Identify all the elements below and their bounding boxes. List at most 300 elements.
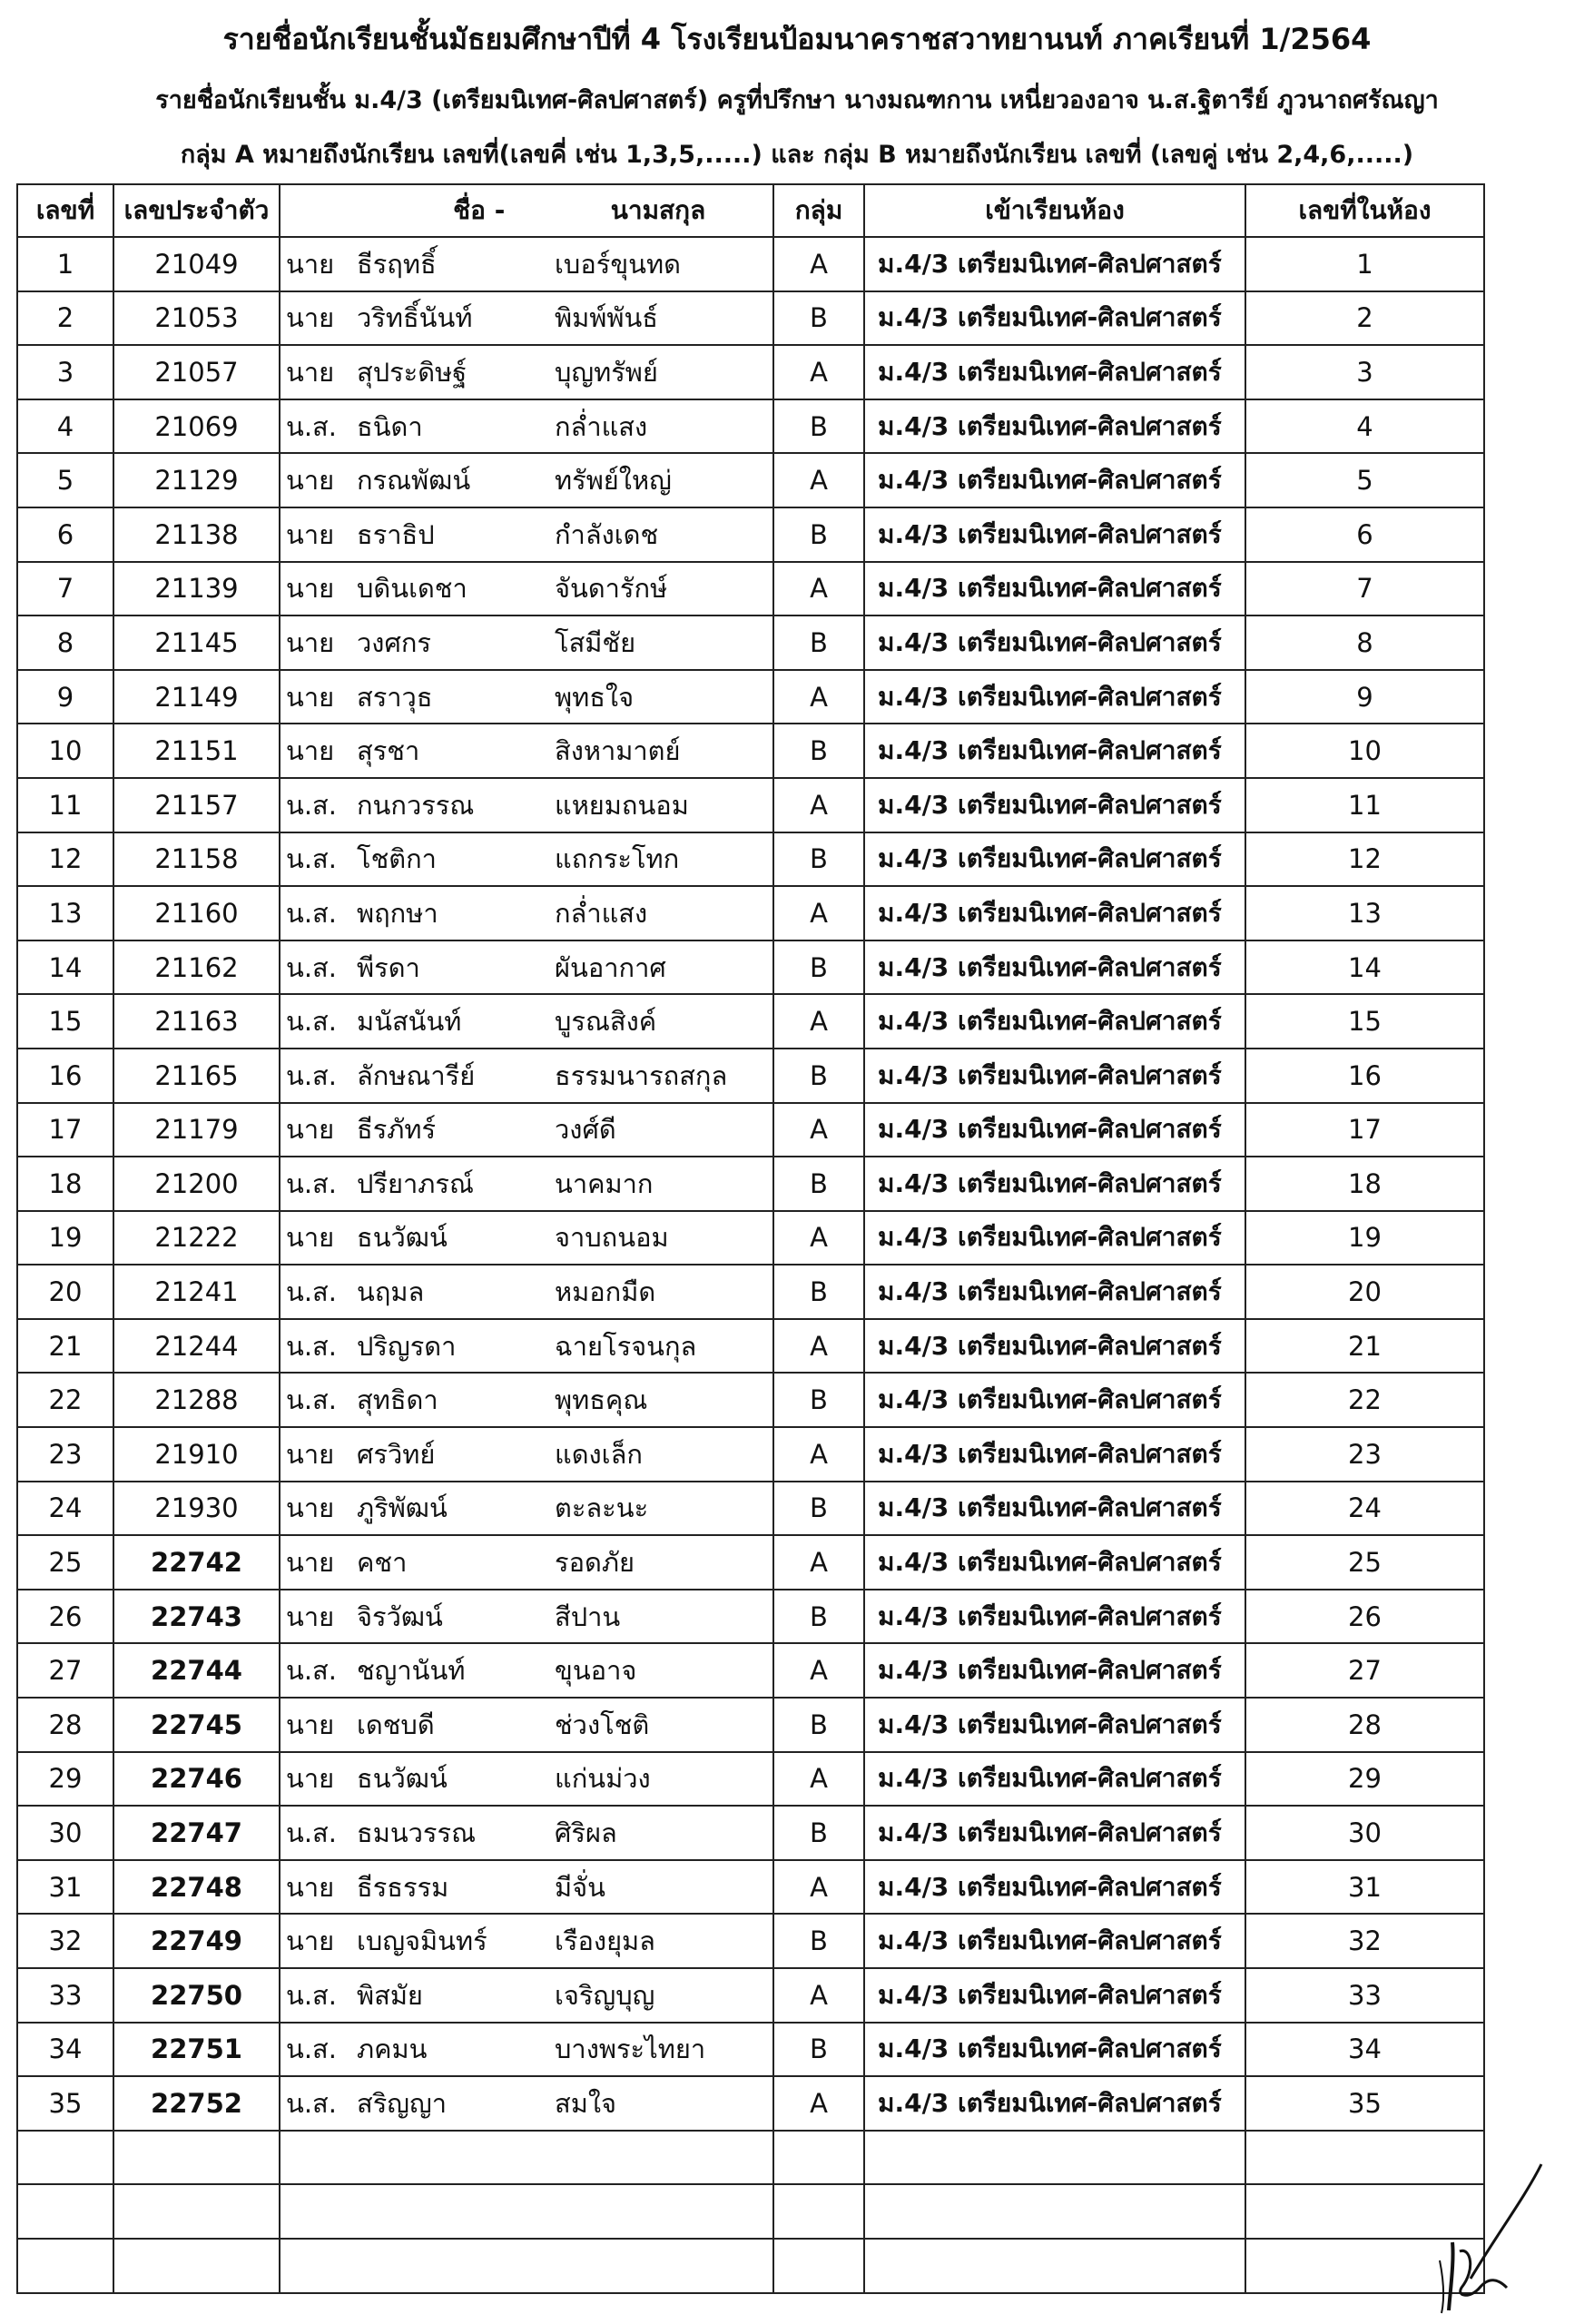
table-row (17, 1319, 1484, 1374)
row-number: 17 (17, 1103, 113, 1157)
last-name: บุญทรัพย์ (555, 356, 658, 388)
group-cell: B (773, 724, 864, 778)
room-number-cell: 30 (1245, 1806, 1484, 1860)
row-number: 8 (17, 615, 113, 670)
document-title: รายชื่อนักเรียนชั้นมัธยมศึกษาปีที่ 4 โรงเรียนป้อมนาคราชสวาทยานนท์ ภาคเรียนที่ 1/2564 (222, 22, 1372, 56)
first-name: เบญจมินทร์ (357, 1925, 487, 1957)
first-name: คชา (357, 1547, 408, 1579)
room-number-cell: 9 (1245, 670, 1484, 724)
last-name: กำลังเดช (555, 518, 659, 550)
first-name: สุทธิดา (357, 1384, 438, 1416)
room-cell: ม.4/3 เตรียมนิเทศ-ศิลปศาสตร์ (864, 1211, 1245, 1265)
name-prefix: นาย (286, 248, 335, 280)
header-room: เข้าเรียนห้อง (864, 184, 1245, 237)
group-cell: A (773, 994, 864, 1049)
row-number: 6 (17, 507, 113, 562)
empty-cell (773, 2131, 864, 2185)
name-prefix: นาย (286, 681, 335, 713)
room-number-cell: 24 (1245, 1482, 1484, 1536)
roster-body (17, 237, 1484, 2293)
group-cell: A (773, 562, 864, 616)
name-prefix: นาย (286, 356, 335, 388)
name-prefix: น.ส. (286, 1979, 337, 2011)
student-id: 22744 (113, 1643, 280, 1698)
first-name: กนกวรรณ (357, 789, 475, 821)
first-name: ธนิดา (357, 410, 423, 442)
first-name: ธีรฤทธิ์ (357, 248, 437, 280)
room-number-cell: 18 (1245, 1157, 1484, 1211)
first-name: ธมนวรรณ (357, 1817, 476, 1849)
room-cell: ม.4/3 เตรียมนิเทศ-ศิลปศาสตร์ (864, 1806, 1245, 1860)
last-name: รอดภัย (555, 1547, 635, 1579)
table-row (17, 1914, 1484, 1968)
row-number: 32 (17, 1914, 113, 1968)
empty-cell (864, 2184, 1245, 2239)
room-number-cell: 11 (1245, 778, 1484, 832)
first-name: สริญญา (357, 2087, 447, 2119)
row-number: 35 (17, 2076, 113, 2131)
last-name: แก่นม่วง (555, 1763, 651, 1795)
room-number-cell: 22 (1245, 1373, 1484, 1427)
student-id: 21138 (113, 507, 280, 562)
student-id: 21160 (113, 886, 280, 940)
name-prefix: นาย (286, 735, 335, 767)
name-prefix: น.ส. (286, 2087, 337, 2119)
row-number: 27 (17, 1643, 113, 1698)
name-prefix: นาย (286, 518, 335, 550)
student-id: 21149 (113, 670, 280, 724)
first-name: สราวุธ (357, 681, 433, 713)
room-cell: ม.4/3 เตรียมนิเทศ-ศิลปศาสตร์ (864, 1698, 1245, 1752)
table-row (17, 1752, 1484, 1807)
student-name (280, 994, 773, 1049)
header-number: เลขที่ (17, 184, 113, 237)
table-row (17, 1373, 1484, 1427)
last-name: วงศ์ดี (555, 1114, 616, 1146)
header-group: กลุ่ม (773, 184, 864, 237)
room-cell: ม.4/3 เตรียมนิเทศ-ศิลปศาสตร์ (864, 399, 1245, 454)
last-name: จาบถนอม (555, 1222, 669, 1254)
student-id: 21139 (113, 562, 280, 616)
empty-cell (17, 2131, 113, 2185)
student-name (280, 345, 773, 399)
name-prefix: นาย (286, 1222, 335, 1254)
student-id: 21151 (113, 724, 280, 778)
room-number-cell: 31 (1245, 1860, 1484, 1915)
room-cell: ม.4/3 เตรียมนิเทศ-ศิลปศาสตร์ (864, 291, 1245, 346)
name-prefix: นาย (286, 1438, 335, 1470)
group-cell: A (773, 1968, 864, 2023)
first-name: สุรชา (357, 735, 420, 767)
group-cell: B (773, 615, 864, 670)
room-cell: ม.4/3 เตรียมนิเทศ-ศิลปศาสตร์ (864, 1049, 1245, 1103)
student-id: 22748 (113, 1860, 280, 1915)
header-last-name: นามสกุล (610, 195, 706, 225)
name-prefix: น.ส. (286, 1167, 337, 1199)
room-cell: ม.4/3 เตรียมนิเทศ-ศิลปศาสตร์ (864, 2076, 1245, 2131)
table-row (17, 1968, 1484, 2023)
last-name: พุทธใจ (555, 681, 635, 713)
room-number-cell: 20 (1245, 1265, 1484, 1319)
empty-cell (113, 2239, 280, 2293)
room-cell: ม.4/3 เตรียมนิเทศ-ศิลปศาสตร์ (864, 562, 1245, 616)
room-number-cell: 13 (1245, 886, 1484, 940)
student-name (280, 778, 773, 832)
student-id: 21930 (113, 1482, 280, 1536)
first-name: โชติกา (357, 843, 437, 875)
empty-cell (280, 2131, 773, 2185)
first-name: พิสมัย (357, 1979, 423, 2011)
last-name: กล่ำแสง (555, 410, 648, 442)
room-number-cell: 4 (1245, 399, 1484, 454)
student-id: 21157 (113, 778, 280, 832)
name-prefix: นาย (286, 1600, 335, 1632)
table-row (17, 1211, 1484, 1265)
name-prefix: น.ส. (286, 1006, 337, 1038)
group-cell: A (773, 237, 864, 291)
student-id: 21069 (113, 399, 280, 454)
room-cell: ม.4/3 เตรียมนิเทศ-ศิลปศาสตร์ (864, 670, 1245, 724)
table-row (17, 994, 1484, 1049)
first-name: กรณพัฒน์ (357, 465, 471, 497)
last-name: บูรณสิงค์ (555, 1006, 657, 1038)
room-cell: ม.4/3 เตรียมนิเทศ-ศิลปศาสตร์ (864, 345, 1245, 399)
group-cell: A (773, 453, 864, 507)
group-cell: A (773, 345, 864, 399)
last-name: กล่ำแสง (555, 897, 648, 929)
student-name (280, 1373, 773, 1427)
student-name (280, 1914, 773, 1968)
room-number-cell: 8 (1245, 615, 1484, 670)
room-cell: ม.4/3 เตรียมนิเทศ-ศิลปศาสตร์ (864, 1752, 1245, 1807)
name-prefix: น.ส. (286, 1384, 337, 1416)
name-prefix: นาย (286, 1763, 335, 1795)
student-name (280, 1482, 773, 1536)
name-prefix: น.ส. (286, 789, 337, 821)
student-id: 22745 (113, 1698, 280, 1752)
room-cell: ม.4/3 เตรียมนิเทศ-ศิลปศาสตร์ (864, 1103, 1245, 1157)
table-row (17, 291, 1484, 346)
name-prefix: น.ส. (286, 1330, 337, 1362)
row-number: 28 (17, 1698, 113, 1752)
room-cell: ม.4/3 เตรียมนิเทศ-ศิลปศาสตร์ (864, 453, 1245, 507)
room-number-cell: 27 (1245, 1643, 1484, 1698)
empty-cell (864, 2131, 1245, 2185)
table-row (17, 1698, 1484, 1752)
group-cell: B (773, 1373, 864, 1427)
student-name (280, 399, 773, 454)
row-number: 12 (17, 832, 113, 887)
room-cell: ม.4/3 เตรียมนิเทศ-ศิลปศาสตร์ (864, 1968, 1245, 2023)
room-cell: ม.4/3 เตรียมนิเทศ-ศิลปศาสตร์ (864, 615, 1245, 670)
student-id: 22750 (113, 1968, 280, 2023)
group-cell: B (773, 399, 864, 454)
student-name (280, 1590, 773, 1644)
name-prefix: นาย (286, 1492, 335, 1524)
first-name: วริทธิ์นันท์ (357, 302, 473, 334)
table-row (17, 1535, 1484, 1590)
student-name (280, 1806, 773, 1860)
name-prefix: นาย (286, 302, 335, 334)
last-name: ทรัพย์ใหญ่ (555, 465, 672, 497)
name-prefix: นาย (286, 1871, 335, 1903)
room-cell: ม.4/3 เตรียมนิเทศ-ศิลปศาสตร์ (864, 1157, 1245, 1211)
last-name: ตะละนะ (555, 1492, 649, 1524)
group-cell: A (773, 1860, 864, 1915)
class-advisor-line: รายชื่อนักเรียนชั้น ม.4/3 (เตรียมนิเทศ-ศิลปศาสตร์) ครูที่ปรึกษา นางมณฑกาน เหนี่ยวองอาจ น.ส.ฐิตารีย์ ภูวนาถศรัณญา (155, 86, 1439, 114)
last-name: เรืองยุมล (555, 1925, 655, 1957)
room-number-cell: 7 (1245, 562, 1484, 616)
table-row (17, 1049, 1484, 1103)
group-cell: B (773, 1590, 864, 1644)
name-prefix: นาย (286, 1925, 335, 1957)
last-name: ผันอากาศ (555, 951, 666, 983)
row-number: 13 (17, 886, 113, 940)
group-cell: B (773, 940, 864, 995)
first-name: พีรดา (357, 951, 420, 983)
last-name: แถกระโทก (555, 843, 680, 875)
first-name: ภคมน (357, 2034, 428, 2065)
row-number: 4 (17, 399, 113, 454)
table-row (17, 1157, 1484, 1211)
group-cell: B (773, 291, 864, 346)
student-name (280, 615, 773, 670)
row-number: 1 (17, 237, 113, 291)
last-name: บางพระไทยา (555, 2034, 706, 2065)
group-cell: A (773, 1427, 864, 1482)
last-name: แหยมถนอม (555, 789, 689, 821)
room-number-cell: 3 (1245, 345, 1484, 399)
group-cell: A (773, 1643, 864, 1698)
row-number: 15 (17, 994, 113, 1049)
group-cell: A (773, 670, 864, 724)
table-row (17, 778, 1484, 832)
student-name (280, 237, 773, 291)
student-name (280, 1752, 773, 1807)
last-name: ธรรมนารถสกุล (555, 1059, 728, 1091)
student-name (280, 1319, 773, 1374)
group-cell: B (773, 1806, 864, 1860)
row-number: 2 (17, 291, 113, 346)
empty-cell (113, 2131, 280, 2185)
table-row (17, 453, 1484, 507)
room-cell: ม.4/3 เตรียมนิเทศ-ศิลปศาสตร์ (864, 1482, 1245, 1536)
student-name (280, 1211, 773, 1265)
room-cell: ม.4/3 เตรียมนิเทศ-ศิลปศาสตร์ (864, 1860, 1245, 1915)
first-name: ปรียาภรณ์ (357, 1167, 474, 1199)
room-cell: ม.4/3 เตรียมนิเทศ-ศิลปศาสตร์ (864, 778, 1245, 832)
student-id: 22743 (113, 1590, 280, 1644)
empty-cell (17, 2239, 113, 2293)
student-name (280, 886, 773, 940)
room-number-cell: 32 (1245, 1914, 1484, 1968)
room-number-cell: 29 (1245, 1752, 1484, 1807)
group-cell: A (773, 1211, 864, 1265)
room-number-cell: 15 (1245, 994, 1484, 1049)
room-cell: ม.4/3 เตรียมนิเทศ-ศิลปศาสตร์ (864, 1535, 1245, 1590)
table-row (17, 2076, 1484, 2131)
room-cell: ม.4/3 เตรียมนิเทศ-ศิลปศาสตร์ (864, 1265, 1245, 1319)
empty-cell (773, 2239, 864, 2293)
row-number: 9 (17, 670, 113, 724)
first-name: ธีรธรรม (357, 1871, 449, 1903)
first-name: วงศกร (357, 626, 431, 658)
last-name: จันดารักษ์ (555, 573, 668, 605)
student-id: 21162 (113, 940, 280, 995)
name-prefix: นาย (286, 1114, 335, 1146)
group-cell: A (773, 2076, 864, 2131)
last-name: เจริญบุญ (555, 1979, 655, 2011)
room-number-cell: 34 (1245, 2023, 1484, 2077)
table-row (17, 1482, 1484, 1536)
student-name (280, 1698, 773, 1752)
student-id: 21244 (113, 1319, 280, 1374)
table-row (17, 237, 1484, 291)
group-cell: B (773, 1482, 864, 1536)
student-id: 21145 (113, 615, 280, 670)
empty-cell (17, 2184, 113, 2239)
student-name (280, 1157, 773, 1211)
first-name: ภูริพัฒน์ (357, 1492, 448, 1524)
student-id: 21163 (113, 994, 280, 1049)
header-first-name: ชื่อ - (453, 195, 506, 225)
last-name: สิงหามาตย์ (555, 735, 681, 767)
empty-table-row (17, 2131, 1484, 2185)
room-cell: ม.4/3 เตรียมนิเทศ-ศิลปศาสตร์ (864, 507, 1245, 562)
student-name (280, 453, 773, 507)
table-row (17, 615, 1484, 670)
first-name: ศรวิทย์ (357, 1438, 436, 1470)
table-row (17, 724, 1484, 778)
student-name (280, 1968, 773, 2023)
group-cell: A (773, 778, 864, 832)
table-row (17, 1806, 1484, 1860)
student-id: 21053 (113, 291, 280, 346)
row-number: 23 (17, 1427, 113, 1482)
room-number-cell: 35 (1245, 2076, 1484, 2131)
empty-cell (864, 2239, 1245, 2293)
table-row (17, 940, 1484, 995)
table-row (17, 1265, 1484, 1319)
group-cell: A (773, 886, 864, 940)
room-cell: ม.4/3 เตรียมนิเทศ-ศิลปศาสตร์ (864, 1590, 1245, 1644)
table-row (17, 1103, 1484, 1157)
last-name: พุทธคุณ (555, 1384, 648, 1416)
group-cell: B (773, 1698, 864, 1752)
room-number-cell: 19 (1245, 1211, 1484, 1265)
last-name: ศิริผล (555, 1817, 617, 1849)
student-name (280, 940, 773, 995)
name-prefix: น.ส. (286, 1817, 337, 1849)
table-row (17, 1643, 1484, 1698)
student-roster-table (16, 183, 1485, 2294)
row-number: 26 (17, 1590, 113, 1644)
room-number-cell: 21 (1245, 1319, 1484, 1374)
last-name: ช่วงโชติ (555, 1709, 650, 1740)
student-id: 22747 (113, 1806, 280, 1860)
first-name: ปริญรดา (357, 1330, 457, 1362)
empty-cell (773, 2184, 864, 2239)
name-prefix: นาย (286, 1709, 335, 1740)
row-number: 29 (17, 1752, 113, 1807)
group-cell: B (773, 2023, 864, 2077)
header-student-id: เลขประจำตัว (113, 184, 280, 237)
room-number-cell: 12 (1245, 832, 1484, 887)
student-id: 22742 (113, 1535, 280, 1590)
header-full-name (280, 184, 773, 237)
room-cell: ม.4/3 เตรียมนิเทศ-ศิลปศาสตร์ (864, 724, 1245, 778)
student-id: 21200 (113, 1157, 280, 1211)
name-prefix: น.ส. (286, 951, 337, 983)
handwritten-signature-icon (1434, 2161, 1552, 2315)
group-cell: A (773, 1535, 864, 1590)
student-id: 21057 (113, 345, 280, 399)
last-name: นาคมาก (555, 1167, 654, 1199)
student-name (280, 670, 773, 724)
group-cell: A (773, 1752, 864, 1807)
name-prefix: นาย (286, 465, 335, 497)
first-name: ธนวัฒน์ (357, 1763, 448, 1795)
room-cell: ม.4/3 เตรียมนิเทศ-ศิลปศาสตร์ (864, 1914, 1245, 1968)
first-name: พฤกษา (357, 897, 438, 929)
row-number: 11 (17, 778, 113, 832)
table-row (17, 507, 1484, 562)
room-cell: ม.4/3 เตรียมนิเทศ-ศิลปศาสตร์ (864, 994, 1245, 1049)
table-row (17, 2023, 1484, 2077)
group-cell: B (773, 832, 864, 887)
row-number: 34 (17, 2023, 113, 2077)
name-prefix: นาย (286, 1547, 335, 1579)
room-cell: ม.4/3 เตรียมนิเทศ-ศิลปศาสตร์ (864, 940, 1245, 995)
table-row (17, 399, 1484, 454)
name-prefix: น.ส. (286, 897, 337, 929)
student-id: 21222 (113, 1211, 280, 1265)
student-id: 21165 (113, 1049, 280, 1103)
first-name: ธราธิป (357, 518, 435, 550)
table-row (17, 1427, 1484, 1482)
room-number-cell: 5 (1245, 453, 1484, 507)
room-number-cell: 17 (1245, 1103, 1484, 1157)
student-name (280, 1535, 773, 1590)
student-name (280, 1643, 773, 1698)
last-name: แดงเล็ก (555, 1438, 643, 1470)
row-number: 25 (17, 1535, 113, 1590)
last-name: ฉายโรจนกุล (555, 1330, 697, 1362)
table-row (17, 832, 1484, 887)
room-number-cell: 10 (1245, 724, 1484, 778)
student-name (280, 1049, 773, 1103)
row-number: 7 (17, 562, 113, 616)
first-name: ธนวัฒน์ (357, 1222, 448, 1254)
student-name (280, 832, 773, 887)
last-name: โสมีชัย (555, 626, 636, 658)
name-prefix: น.ส. (286, 1059, 337, 1091)
table-row (17, 670, 1484, 724)
name-prefix: นาย (286, 573, 335, 605)
student-name (280, 1265, 773, 1319)
row-number: 10 (17, 724, 113, 778)
empty-table-row (17, 2239, 1484, 2293)
room-cell: ม.4/3 เตรียมนิเทศ-ศิลปศาสตร์ (864, 1427, 1245, 1482)
student-id: 22749 (113, 1914, 280, 1968)
row-number: 19 (17, 1211, 113, 1265)
room-cell: ม.4/3 เตรียมนิเทศ-ศิลปศาสตร์ (864, 1319, 1245, 1374)
student-id: 22746 (113, 1752, 280, 1807)
student-name (280, 1860, 773, 1915)
row-number: 3 (17, 345, 113, 399)
room-number-cell: 1 (1245, 237, 1484, 291)
student-id: 21129 (113, 453, 280, 507)
